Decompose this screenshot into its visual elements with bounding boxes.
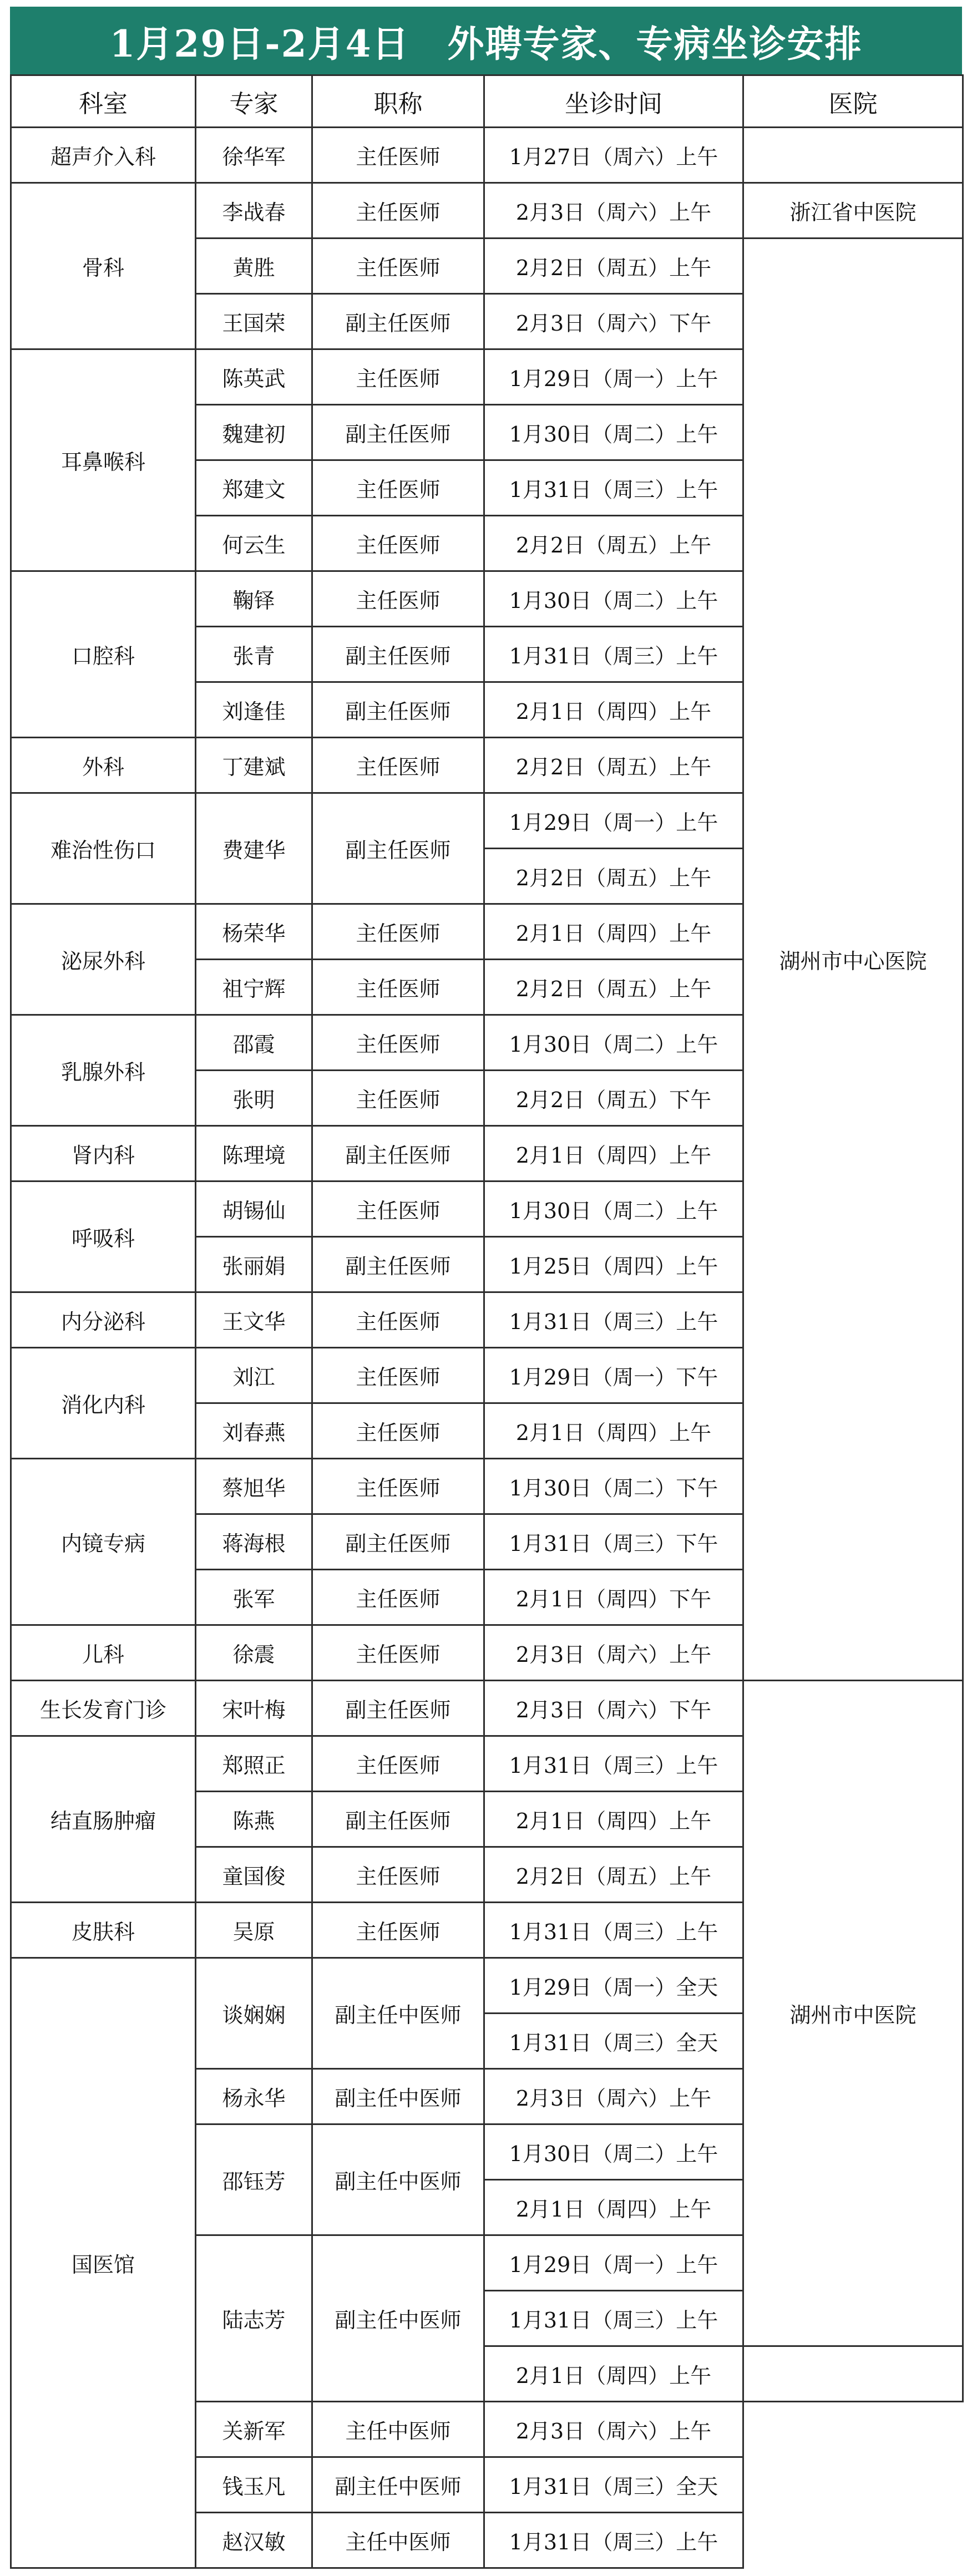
time-cell: 1月30日（周二）下午 [484,1459,743,1514]
time-cell: 1月31日（周三）全天 [484,2457,743,2513]
expert-cell: 黄胜 [196,239,312,294]
rank-cell: 副主任中医师 [312,2235,484,2402]
department-cell: 骨科 [11,183,196,349]
expert-cell: 刘春燕 [196,1403,312,1459]
expert-cell: 钱玉凡 [196,2457,312,2513]
rank-cell: 主任医师 [312,1570,484,1625]
department-cell: 耳鼻喉科 [11,349,196,571]
rank-cell: 主任医师 [312,1736,484,1792]
hospital-cell [743,2346,963,2402]
department-cell: 泌尿外科 [11,904,196,1015]
department-cell: 外科 [11,738,196,793]
time-cell: 2月2日（周五）上午 [484,1847,743,1903]
department-cell: 超声介入科 [11,128,196,183]
time-cell: 1月29日（周一）上午 [484,793,743,849]
rank-cell: 主任医师 [312,960,484,1015]
expert-cell: 丁建斌 [196,738,312,793]
rank-cell: 主任医师 [312,516,484,571]
rank-cell: 副主任中医师 [312,2457,484,2513]
expert-cell: 刘逢佳 [196,682,312,738]
rank-cell: 主任医师 [312,1847,484,1903]
department-cell: 内分泌科 [11,1292,196,1348]
expert-cell: 宋叶梅 [196,1681,312,1736]
rank-cell: 副主任医师 [312,793,484,904]
department-cell: 国医馆 [11,1958,196,2568]
time-cell: 2月3日（周六）上午 [484,1625,743,1681]
expert-cell: 陈理境 [196,1126,312,1181]
expert-cell: 何云生 [196,516,312,571]
hospital-cell: 湖州市中医院 [743,1681,963,2346]
rank-cell: 主任医师 [312,349,484,405]
rank-cell: 主任医师 [312,239,484,294]
time-cell: 1月29日（周一）上午 [484,349,743,405]
time-cell: 1月31日（周三）上午 [484,1292,743,1348]
time-cell: 1月29日（周一）全天 [484,1958,743,2014]
hospital-cell: 浙江省中医院 [743,183,963,239]
rank-cell: 副主任医师 [312,1237,484,1292]
rank-cell: 副主任医师 [312,627,484,682]
expert-cell: 陆志芳 [196,2235,312,2402]
time-cell: 2月3日（周六）下午 [484,1681,743,1736]
time-cell: 2月2日（周五）下午 [484,1071,743,1126]
department-cell: 皮肤科 [11,1903,196,1958]
expert-cell: 谈娴娴 [196,1958,312,2069]
department-cell: 生长发育门诊 [11,1681,196,1736]
expert-cell: 张明 [196,1071,312,1126]
department-cell: 口腔科 [11,571,196,738]
department-cell: 乳腺外科 [11,1015,196,1126]
expert-cell: 费建华 [196,793,312,904]
rank-cell: 副主任中医师 [312,1958,484,2069]
rank-cell: 主任医师 [312,1625,484,1681]
hospital-cell [743,128,963,183]
expert-cell: 陈燕 [196,1792,312,1847]
expert-cell: 王文华 [196,1292,312,1348]
rank-cell: 主任中医师 [312,2513,484,2568]
expert-cell: 张军 [196,1570,312,1625]
time-cell: 2月2日（周五）上午 [484,960,743,1015]
time-cell: 2月1日（周四）上午 [484,1403,743,1459]
time-cell: 1月31日（周三）全天 [484,2014,743,2069]
rank-cell: 副主任医师 [312,1681,484,1736]
expert-cell: 邵钰芳 [196,2124,312,2235]
time-cell: 2月3日（周六）上午 [484,2069,743,2124]
time-cell: 1月29日（周一）下午 [484,1348,743,1403]
rank-cell: 主任医师 [312,128,484,183]
expert-cell: 蔡旭华 [196,1459,312,1514]
time-cell: 2月2日（周五）上午 [484,516,743,571]
time-cell: 2月1日（周四）上午 [484,1126,743,1181]
rank-cell: 副主任医师 [312,1514,484,1570]
time-cell: 1月30日（周二）上午 [484,1015,743,1071]
expert-cell: 赵汉敏 [196,2513,312,2568]
department-cell: 肾内科 [11,1126,196,1181]
page-title: 1月29日-2月4日 外聘专家、专病坐诊安排 [10,7,962,74]
rank-cell: 主任医师 [312,1181,484,1237]
rank-cell: 副主任医师 [312,294,484,349]
expert-cell: 刘江 [196,1348,312,1403]
expert-cell: 关新军 [196,2402,312,2457]
time-cell: 2月1日（周四）上午 [484,904,743,960]
expert-cell: 郑照正 [196,1736,312,1792]
rank-cell: 主任医师 [312,738,484,793]
rank-cell: 主任医师 [312,571,484,627]
time-cell: 2月1日（周四）上午 [484,2180,743,2235]
expert-cell: 邵霞 [196,1015,312,1071]
time-cell: 1月31日（周三）上午 [484,460,743,516]
expert-cell: 徐华军 [196,128,312,183]
expert-cell: 王国荣 [196,294,312,349]
time-cell: 2月3日（周六）上午 [484,2402,743,2457]
expert-cell: 胡锡仙 [196,1181,312,1237]
header-department: 科室 [11,75,196,128]
schedule-table [10,74,964,2569]
department-cell: 内镜专病 [11,1459,196,1625]
time-cell: 1月27日（周六）上午 [484,128,743,183]
rank-cell: 主任医师 [312,1071,484,1126]
header-time: 坐诊时间 [484,75,743,128]
time-cell: 2月1日（周四）下午 [484,1570,743,1625]
time-cell: 2月1日（周四）上午 [484,1792,743,1847]
expert-cell: 杨永华 [196,2069,312,2124]
header-hospital: 医院 [743,75,963,128]
department-cell: 呼吸科 [11,1181,196,1292]
time-cell: 1月29日（周一）上午 [484,2235,743,2291]
time-cell: 1月31日（周三）上午 [484,627,743,682]
rank-cell: 主任医师 [312,1292,484,1348]
time-cell: 2月3日（周六）下午 [484,294,743,349]
rank-cell: 主任医师 [312,1459,484,1514]
expert-cell: 祖宁辉 [196,960,312,1015]
rank-cell: 主任医师 [312,1348,484,1403]
time-cell: 1月31日（周三）上午 [484,1903,743,1958]
rank-cell: 主任医师 [312,460,484,516]
expert-cell: 张丽娟 [196,1237,312,1292]
time-cell: 1月31日（周三）下午 [484,1514,743,1570]
time-cell: 2月2日（周五）上午 [484,849,743,904]
department-cell: 结直肠肿瘤 [11,1736,196,1903]
time-cell: 1月30日（周二）上午 [484,405,743,460]
time-cell: 2月2日（周五）上午 [484,239,743,294]
time-cell: 2月1日（周四）上午 [484,682,743,738]
table-row [11,183,963,239]
time-cell: 2月3日（周六）上午 [484,183,743,239]
time-cell: 2月2日（周五）上午 [484,738,743,793]
expert-cell: 童国俊 [196,1847,312,1903]
rank-cell: 主任医师 [312,183,484,239]
time-cell: 1月30日（周二）上午 [484,2124,743,2180]
expert-cell: 李战春 [196,183,312,239]
header-rank: 职称 [312,75,484,128]
rank-cell: 主任医师 [312,1403,484,1459]
header-row [11,75,963,128]
rank-cell: 副主任中医师 [312,2069,484,2124]
table-row [11,128,963,183]
expert-cell: 吴原 [196,1903,312,1958]
time-cell: 1月30日（周二）上午 [484,1181,743,1237]
rank-cell: 主任医师 [312,1903,484,1958]
time-cell: 1月31日（周三）上午 [484,2291,743,2346]
time-cell: 2月1日（周四）上午 [484,2346,743,2402]
expert-cell: 徐震 [196,1625,312,1681]
time-cell: 1月31日（周三）上午 [484,2513,743,2568]
expert-cell: 张青 [196,627,312,682]
time-cell: 1月30日（周二）上午 [484,571,743,627]
expert-cell: 杨荣华 [196,904,312,960]
table-row [11,1681,963,1736]
department-cell: 消化内科 [11,1348,196,1459]
expert-cell: 蒋海根 [196,1514,312,1570]
hospital-cell: 湖州市中心医院 [743,239,963,1681]
expert-cell: 魏建初 [196,405,312,460]
department-cell: 儿科 [11,1625,196,1681]
rank-cell: 副主任医师 [312,405,484,460]
rank-cell: 副主任医师 [312,1126,484,1181]
expert-cell: 陈英武 [196,349,312,405]
rank-cell: 副主任医师 [312,682,484,738]
expert-cell: 郑建文 [196,460,312,516]
rank-cell: 主任中医师 [312,2402,484,2457]
rank-cell: 主任医师 [312,904,484,960]
rank-cell: 副主任医师 [312,1792,484,1847]
rank-cell: 主任医师 [312,1015,484,1071]
header-expert: 专家 [196,75,312,128]
rank-cell: 副主任中医师 [312,2124,484,2235]
time-cell: 1月25日（周四）上午 [484,1237,743,1292]
department-cell: 难治性伤口 [11,793,196,904]
time-cell: 1月31日（周三）上午 [484,1736,743,1792]
expert-cell: 鞠铎 [196,571,312,627]
